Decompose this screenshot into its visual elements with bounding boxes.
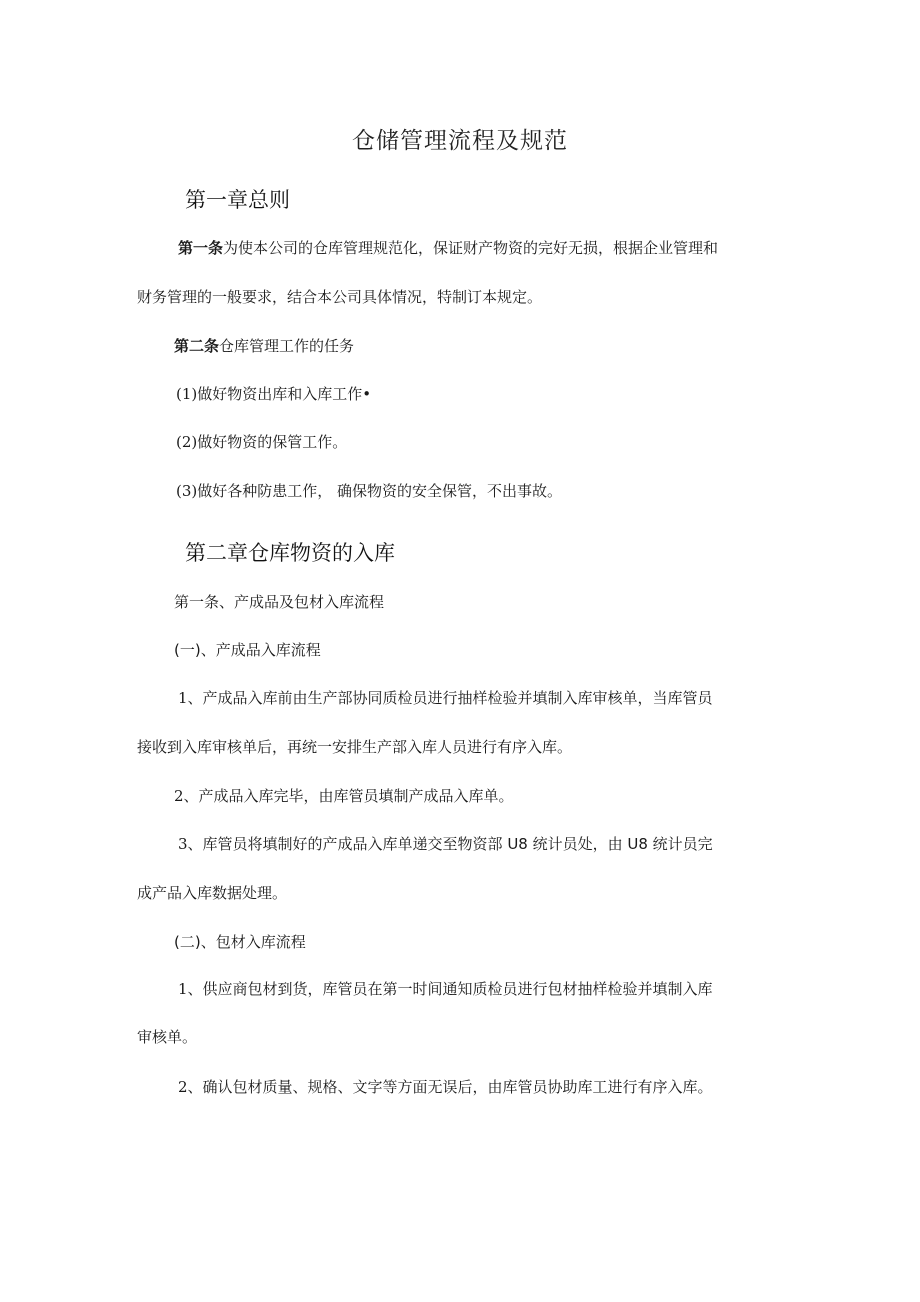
chapter2-heading: 第二章仓库物资的入库 xyxy=(185,541,395,565)
chapter1-heading: 第一章总则 xyxy=(185,188,290,212)
item-number: 2、 xyxy=(178,1078,203,1096)
chapter2-article1: 第一条、产成品及包材入库流程 xyxy=(174,593,385,611)
section2-item1-line2: 审核单。 xyxy=(137,1028,198,1046)
chapter1-article1-line2: 财务管理的一般要求，结合本公司具体情况，特制订本规定。 xyxy=(137,288,543,306)
task-number: (3) xyxy=(176,482,198,500)
task-text: 做好物资出库和入库工作• xyxy=(197,385,372,403)
item-number: 1、 xyxy=(178,689,203,707)
task-item-3 xyxy=(176,481,562,501)
item-text: 产成品入库前由生产部协同质检员进行抽样检验并填制入库审核单，当库管员 xyxy=(202,689,713,707)
document-title: 仓储管理流程及规范 xyxy=(352,128,568,154)
chapter1-article2 xyxy=(174,336,354,356)
section1-item1-line1 xyxy=(178,688,713,708)
section1-item1-line2: 接收到入库审核单后，再统一安排生产部入库人员进行有序入库。 xyxy=(137,738,573,756)
task-text: 做好各种防患工作， 确保物资的安全保管，不出事故。 xyxy=(197,482,563,500)
section1-item2 xyxy=(174,786,514,806)
task-number: (1) xyxy=(176,385,198,403)
section1-item3-line2: 成产品入库数据处理。 xyxy=(137,884,288,902)
task-item-1 xyxy=(176,384,371,404)
item-number: 1、 xyxy=(178,980,203,998)
section1-item3-line1 xyxy=(178,834,713,854)
section1-heading: (一)、产成品入库流程 xyxy=(174,641,321,659)
article1-label: 第一条 xyxy=(178,239,224,257)
item-text: 库管员将填制好的产成品入库单递交至物资部 U8 统计员处，由 U8 统计员完 xyxy=(202,835,713,853)
task-text: 做好物资的保管工作。 xyxy=(197,433,348,451)
section2-heading: (二)、包材入库流程 xyxy=(174,933,306,951)
section2-item2 xyxy=(178,1077,713,1097)
item-text: 产成品入库完毕，由库管员填制产成品入库单。 xyxy=(198,787,514,805)
item-text: 确认包材质量、规格、文字等方面无误后，由库管员协助库工进行有序入库。 xyxy=(202,1078,713,1096)
section2-item1-line1 xyxy=(178,979,713,999)
item-number: 3、 xyxy=(178,835,203,853)
item-text: 供应商包材到货，库管员在第一时间通知质检员进行包材抽样检验并填制入库 xyxy=(202,980,713,998)
item-number: 2、 xyxy=(174,787,199,805)
article1-text: 为使本公司的仓库管理规范化，保证财产物资的完好无损，根据企业管理和 xyxy=(223,239,719,257)
task-item-2 xyxy=(176,432,347,452)
article2-label: 第二条 xyxy=(174,337,220,355)
article2-text: 仓库管理工作的任务 xyxy=(219,337,355,355)
task-number: (2) xyxy=(176,433,198,451)
chapter1-article1-line1 xyxy=(178,238,718,258)
